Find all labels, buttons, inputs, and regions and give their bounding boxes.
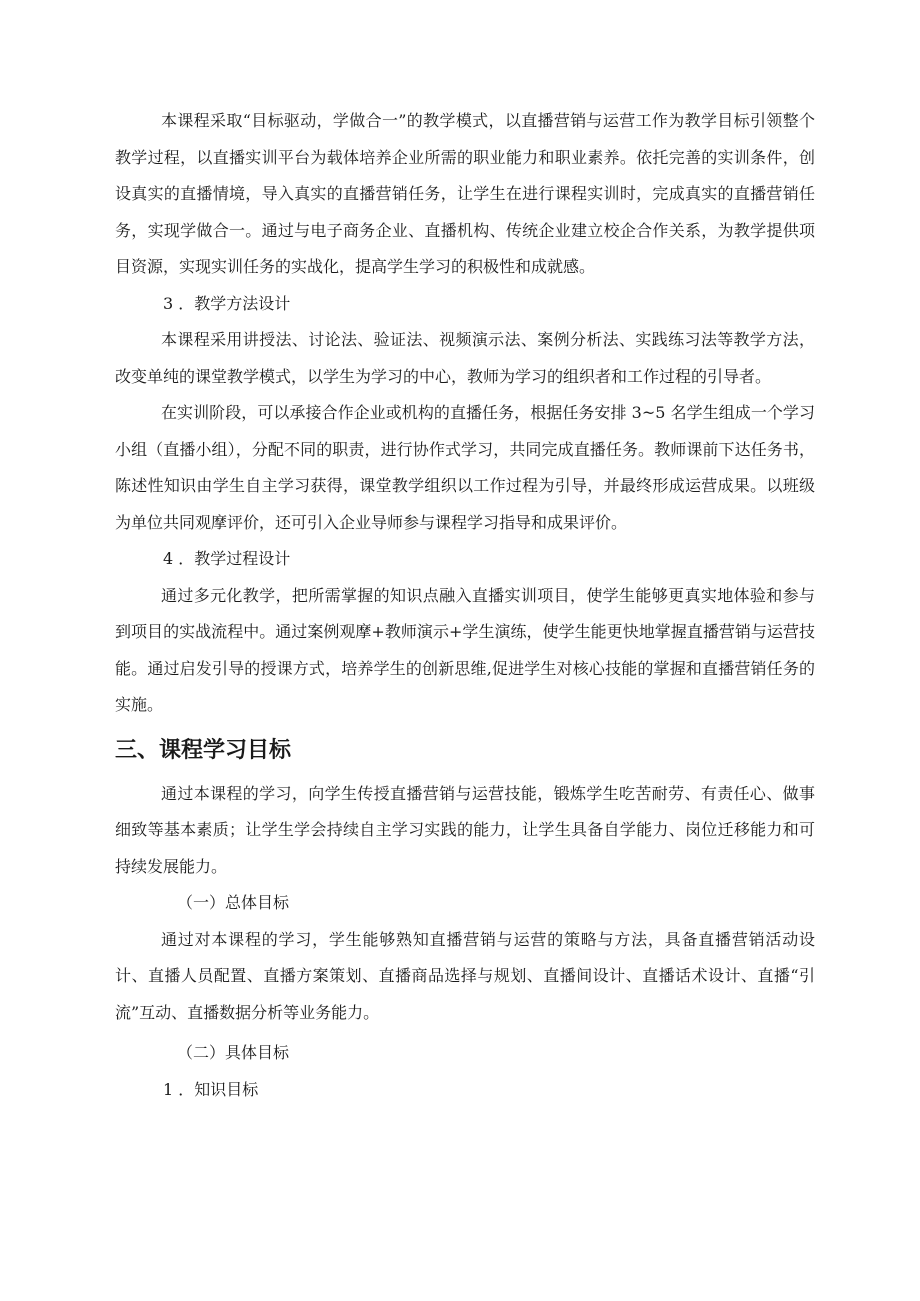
heading-overall-objective: （一）总体目标 xyxy=(177,893,290,912)
paragraph-overall-objective: 通过对本课程的学习，学生能够熟知直播营销与运营的策略与方法，具备直播营销活动设计、直播人员配置、直播方案策划、直播商品选择与规划、直播间设计、直播话术设计、直播“引流”互动、直播数据分析等业务能力。 xyxy=(115,929,815,1022)
heading-teaching-method-design: 3 ．教学方法设计 xyxy=(163,293,291,313)
paragraph-teaching-process: 通过多元化教学，把所需掌握的知识点融入直播实训项目，使学生能够更真实地体验和参与到项目的实战流程中。通过案例观摩+教师演示+学生演练，使学生能更快地掌握直播营销与运营技能。通过启发引导的授课方式，培养学生的创新思维,促进学生对核心技能的掌握和直播营销任务的实施。 xyxy=(115,585,815,714)
document-page xyxy=(115,103,815,1108)
paragraph-practical-training: 在实训阶段，可以承接合作企业或机构的直播任务，根据任务安排 3~5 名学生组成一个学习小组（直播小组），分配不同的职责，进行协作式学习，共同完成直播任务。教师课前下达任务书，陈述性知识由学生自主学习获得，课堂教学组织以工作过程为引导，并最终形成运营成果。以班级为单位共同观摩评价，还可引入企业导师参与课程学习指导和成果评价。 xyxy=(115,403,815,532)
section-title-learning-objectives: 三、课程学习目标 xyxy=(115,737,292,763)
heading-knowledge-objectives: 1 ．知识目标 xyxy=(163,1079,259,1099)
paragraph-teaching-mode: 本课程采取“目标驱动，学做合一”的教学模式，以直播营销与运营工作为教学目标引领整个教学过程，以直播实训平台为载体培养企业所需的职业能力和职业素养。依托完善的实训条件，创设真实的直播情境，导入真实的直播营销任务，让学生在进行课程实训时，完成真实的直播营销任务，实现学做合一。通过与电子商务企业、直播机构、传统企业建立校企合作关系，为教学提供项目资源，实现实训任务的实战化，提高学生学习的积极性和成就感。 xyxy=(115,111,815,276)
paragraph-teaching-methods: 本课程采用讲授法、讨论法、验证法、视频演示法、案例分析法、实践练习法等教学方法，改变单纯的课堂教学模式，以学生为学习的中心，教师为学习的组织者和工作过程的引导者。 xyxy=(115,330,815,386)
paragraph-learning-objectives: 通过本课程的学习，向学生传授直播营销与运营技能，锻炼学生吃苦耐劳、有责任心、做事细致等基本素质；让学生学会持续自主学习实践的能力，让学生具备自学能力、岗位迁移能力和可持续发展能力。 xyxy=(115,783,815,876)
heading-teaching-process-design: 4 ．教学过程设计 xyxy=(163,549,291,568)
heading-specific-objectives: （二）具体目标 xyxy=(177,1043,290,1062)
